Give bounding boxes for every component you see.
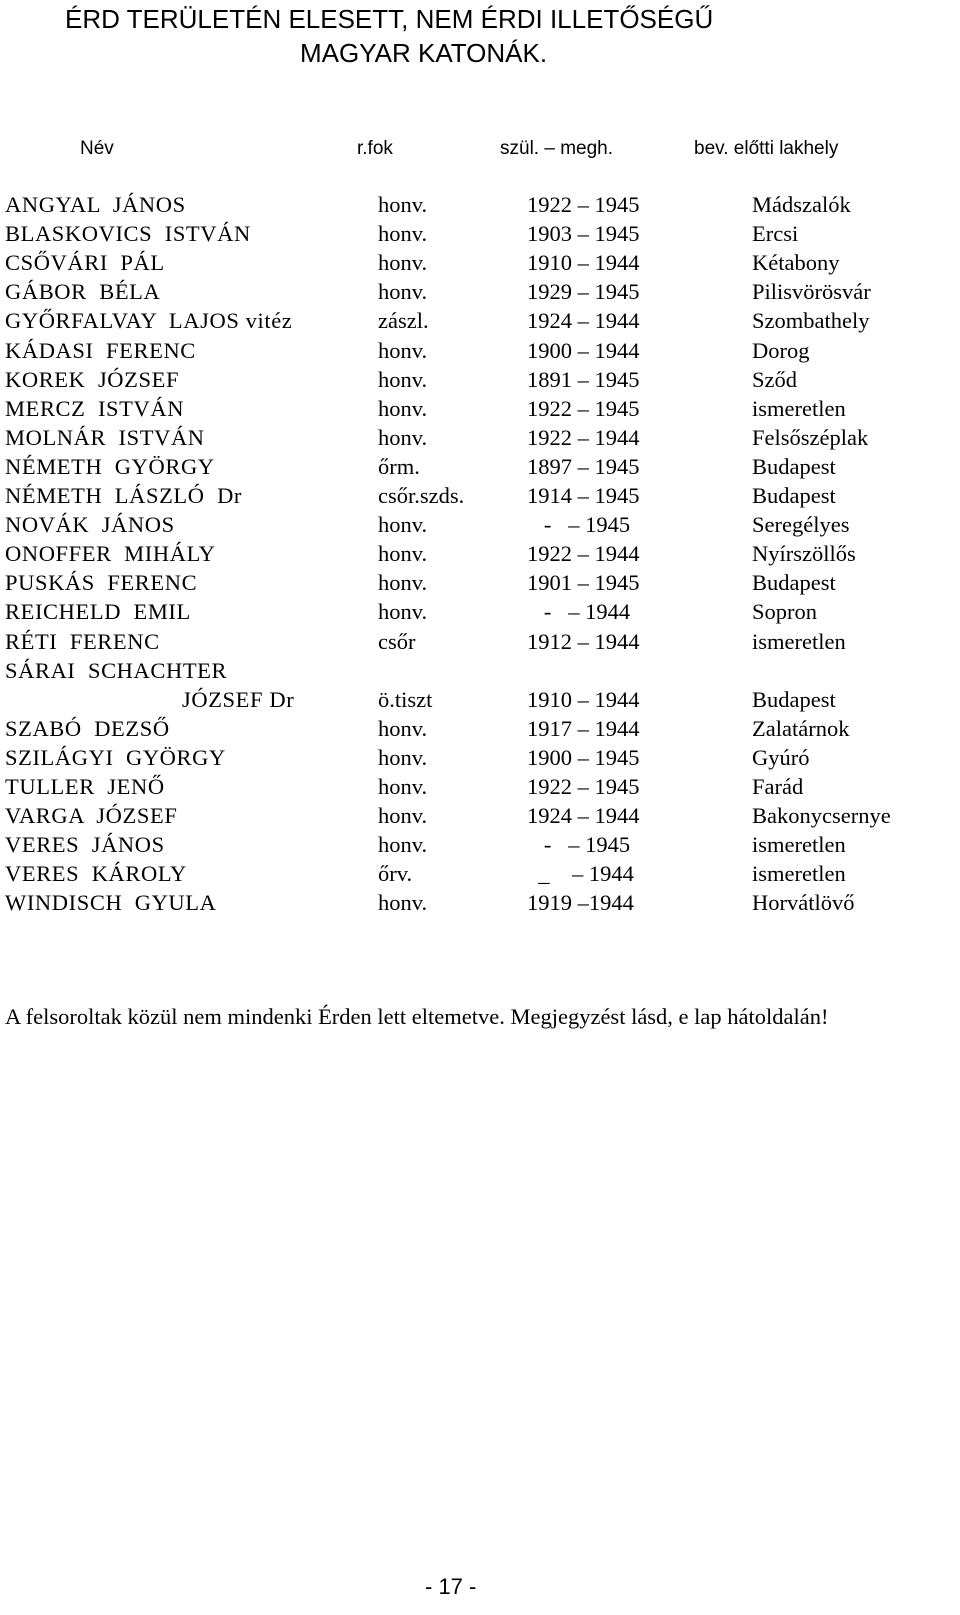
soldier-years: 1929 – 1945	[527, 279, 640, 305]
soldier-residence: ismeretlen	[752, 861, 846, 887]
soldier-residence: Mádszalók	[752, 192, 851, 217]
table-row	[0, 248, 960, 277]
soldier-name: CSŐVÁRI PÁL	[5, 250, 165, 276]
soldier-years: 1903 – 1945	[527, 221, 640, 247]
soldier-name: KOREK JÓZSEF	[5, 366, 180, 392]
soldier-rank: honv.	[378, 279, 428, 305]
soldier-years: 1897 – 1945	[527, 453, 640, 479]
soldier-name: GÁBOR BÉLA	[5, 279, 161, 305]
soldier-residence: Budapest	[752, 483, 836, 508]
soldier-rank: csőr	[378, 628, 416, 654]
soldier-rank: csőr.szds.	[378, 483, 465, 508]
table-row	[0, 888, 960, 917]
soldier-residence: Ercsi	[752, 221, 799, 247]
soldier-name: PUSKÁS FERENC	[5, 570, 198, 596]
soldier-rank: honv.	[378, 366, 428, 392]
soldier-rank: honv.	[378, 599, 428, 625]
table-row	[0, 597, 960, 626]
soldier-name: REICHELD EMIL	[5, 599, 191, 625]
soldier-residence: Felsőszéplak	[752, 424, 869, 450]
table-row	[0, 277, 960, 306]
soldier-years: 1910 – 1944	[527, 686, 640, 712]
soldier-name: VERES KÁROLY	[5, 861, 187, 887]
soldier-rank: honv.	[378, 570, 428, 596]
header-years: szül. – megh.	[500, 138, 613, 159]
soldier-years: 1922 – 1945	[527, 774, 640, 799]
page-number: - 17 -	[425, 1574, 477, 1599]
soldier-name: TULLER JENŐ	[5, 774, 165, 799]
soldier-name: NOVÁK JÁNOS	[5, 512, 175, 538]
soldier-rank: honv.	[378, 250, 428, 276]
soldier-years: 1922 – 1945	[527, 192, 640, 217]
soldier-rank: zászl.	[378, 308, 429, 334]
soldier-rank: honv.	[378, 221, 428, 247]
soldier-name: BLASKOVICS ISTVÁN	[5, 221, 251, 247]
soldier-name: ANGYAL JÁNOS	[5, 192, 186, 217]
table-row	[0, 190, 960, 219]
soldier-years: 1919 –1944	[527, 890, 634, 916]
soldier-residence: Nyírszöllős	[752, 541, 856, 567]
soldier-rank: honv.	[378, 744, 428, 770]
table-row	[0, 656, 960, 685]
soldier-rank: honv.	[378, 424, 428, 450]
soldier-years: 1912 – 1944	[527, 628, 640, 654]
soldier-residence: Seregélyes	[752, 512, 850, 538]
soldier-rank: ö.tiszt	[378, 686, 433, 712]
soldier-residence: Pilisvörösvár	[752, 279, 871, 305]
soldier-rank: honv.	[378, 832, 428, 858]
footnote: A felsoroltak közül nem mindenki Érden lett eltemetve. Megjegyzést lásd, e lap hátoldalán!	[5, 1004, 829, 1029]
table-row	[0, 365, 960, 394]
header-name: Név	[80, 138, 114, 159]
soldier-name: KÁDASI FERENC	[5, 337, 196, 363]
soldier-name: ONOFFER MIHÁLY	[5, 541, 216, 567]
title-line-1: ÉRD TERÜLETÉN ELESETT, NEM ÉRDI ILLETŐSÉGŰ	[65, 4, 714, 34]
soldier-name: MERCZ ISTVÁN	[5, 395, 185, 421]
table-row	[0, 539, 960, 568]
soldier-rank: honv.	[378, 192, 428, 217]
soldier-residence: Dorog	[752, 337, 810, 363]
soldier-name: NÉMETH GYÖRGY	[5, 453, 215, 479]
title-line-2: MAGYAR KATONÁK.	[300, 38, 548, 68]
soldier-name: SÁRAI SCHACHTER	[5, 657, 228, 683]
soldier-years: - – 1944	[527, 599, 631, 625]
soldier-years: 1900 – 1945	[527, 744, 640, 770]
soldier-rank: honv.	[378, 512, 428, 538]
table-row	[0, 219, 960, 248]
soldier-years: _ – 1944	[527, 861, 634, 887]
table-row	[0, 452, 960, 481]
table-row	[0, 306, 960, 335]
soldier-residence: Kétabony	[752, 250, 840, 276]
soldier-residence: Budapest	[752, 686, 836, 712]
table-row	[0, 568, 960, 597]
soldier-residence: ismeretlen	[752, 395, 846, 421]
soldier-rank: honv.	[378, 337, 428, 363]
soldier-name: SZILÁGYI GYÖRGY	[5, 744, 226, 770]
soldier-residence: Budapest	[752, 453, 836, 479]
soldier-name: WINDISCH GYULA	[5, 890, 217, 916]
soldier-residence: Budapest	[752, 570, 836, 596]
soldier-years: - – 1945	[527, 512, 631, 538]
soldier-name: VERES JÁNOS	[5, 832, 165, 858]
table-row	[0, 423, 960, 452]
soldier-residence: ismeretlen	[752, 832, 846, 858]
soldier-residence: Farád	[752, 774, 804, 799]
table-row	[0, 481, 960, 510]
soldier-years: - – 1945	[527, 832, 631, 858]
header-rank: r.fok	[357, 138, 393, 159]
soldier-years: 1914 – 1945	[527, 483, 640, 508]
soldier-residence: Gyúró	[752, 744, 810, 770]
soldier-name: GYŐRFALVAY LAJOS vitéz	[5, 308, 293, 334]
soldier-name: SZABÓ DEZSŐ	[5, 715, 170, 741]
soldier-years: 1901 – 1945	[527, 570, 640, 596]
soldier-residence: Horvátlövő	[752, 890, 855, 916]
soldier-years: 1924 – 1944	[527, 803, 640, 829]
soldier-years: 1910 – 1944	[527, 250, 640, 276]
soldier-name: MOLNÁR ISTVÁN	[5, 424, 205, 450]
soldier-years: 1922 – 1944	[527, 541, 640, 567]
soldier-residence: Szombathely	[752, 308, 870, 334]
soldier-years: 1891 – 1945	[527, 366, 640, 392]
soldier-years: 1917 – 1944	[527, 715, 640, 741]
table-row	[0, 772, 960, 801]
soldier-years: 1922 – 1945	[527, 395, 640, 421]
soldier-rank: honv.	[378, 715, 428, 741]
table-row	[0, 714, 960, 743]
soldier-name: JÓZSEF Dr	[182, 686, 295, 712]
soldier-years: 1900 – 1944	[527, 337, 640, 363]
soldier-rank: honv.	[378, 541, 428, 567]
soldier-years: 1924 – 1944	[527, 308, 640, 334]
table-row	[0, 627, 960, 656]
soldier-name: NÉMETH LÁSZLÓ Dr	[5, 483, 243, 508]
soldier-rank: honv.	[378, 774, 428, 799]
soldier-years: 1922 – 1944	[527, 424, 640, 450]
soldier-residence: Bakonycsernye	[752, 803, 891, 829]
table-row	[0, 801, 960, 830]
soldier-rank: őrm.	[378, 453, 420, 479]
soldier-rank: honv.	[378, 890, 428, 916]
table-row	[0, 394, 960, 423]
header-residence: bev. előtti lakhely	[694, 138, 839, 159]
table-row	[0, 685, 960, 714]
table-row	[0, 859, 960, 888]
soldier-rank: honv.	[378, 803, 428, 829]
soldier-residence: Zalatárnok	[752, 715, 850, 741]
table-row	[0, 830, 960, 859]
soldier-name: VARGA JÓZSEF	[5, 803, 178, 829]
soldier-rank: honv.	[378, 395, 428, 421]
soldier-residence: Sopron	[752, 599, 818, 625]
soldier-rank: őrv.	[378, 861, 413, 887]
table-row	[0, 510, 960, 539]
soldier-name: RÉTI FERENC	[5, 628, 160, 654]
soldier-residence: ismeretlen	[752, 628, 846, 654]
table-row	[0, 336, 960, 365]
soldier-residence: Sződ	[752, 366, 797, 392]
table-row	[0, 743, 960, 772]
